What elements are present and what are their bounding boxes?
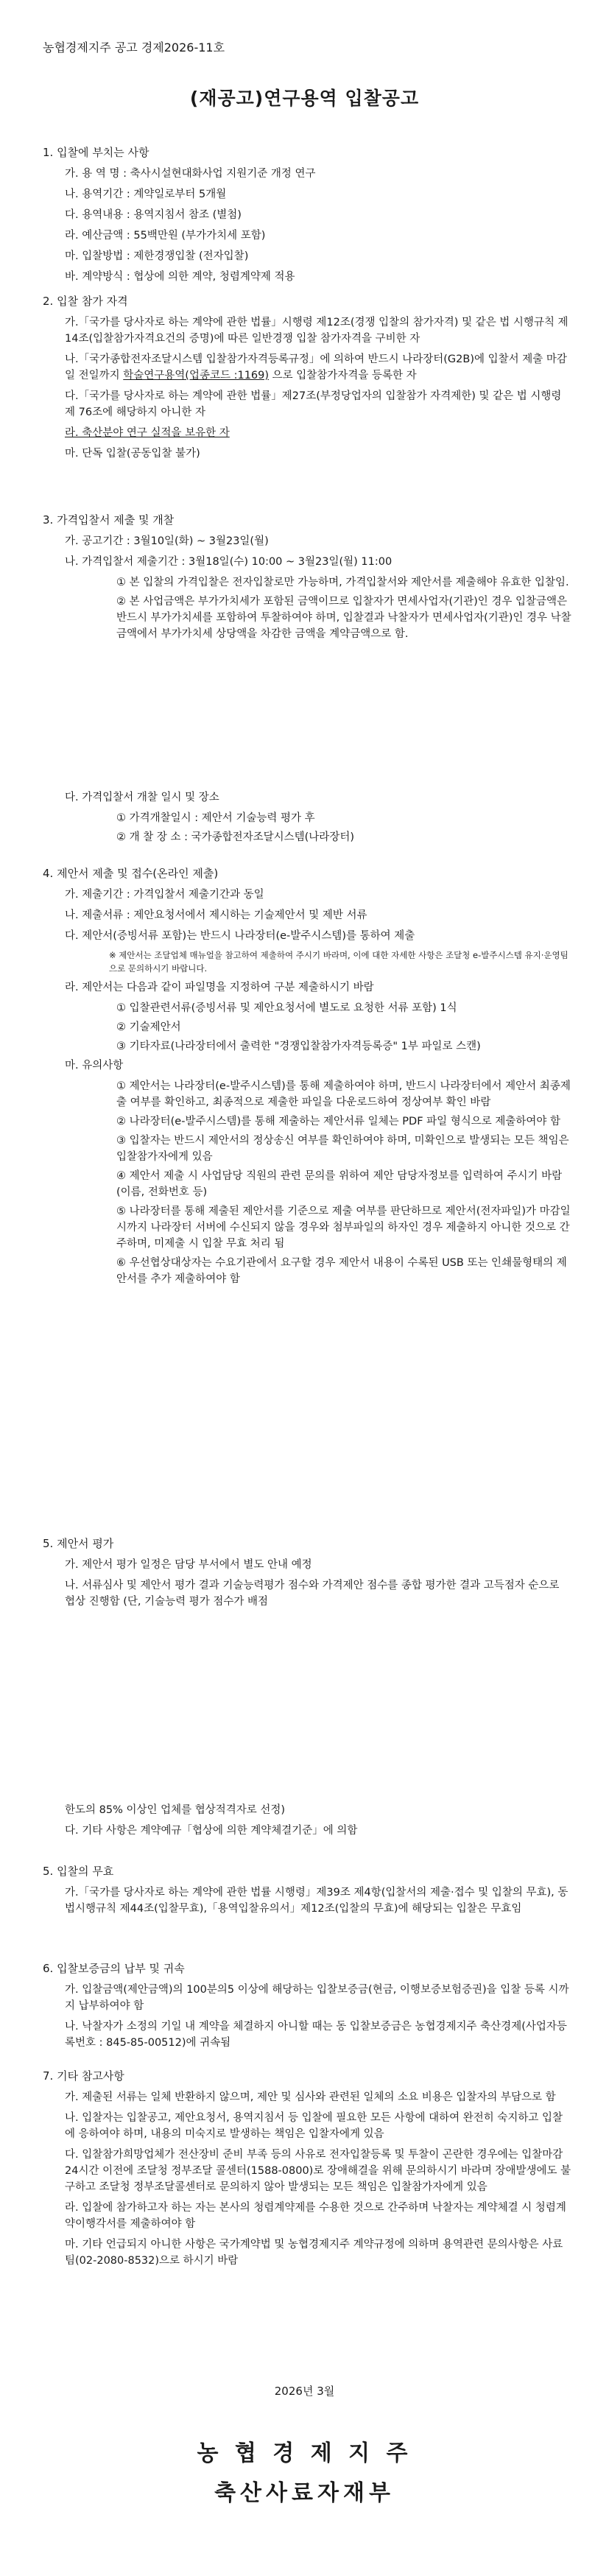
section-proposal-submission [43, 865, 573, 1290]
proposal-item: 나. 제출서류 : 제안요청서에서 제시하는 기술제안서 및 제반 서류 [65, 909, 367, 921]
organization-name: 농 협 경 제 지 주 [197, 2440, 412, 2466]
department-name: 축산사료자재부 [214, 2480, 395, 2506]
caution-item: ② 나라장터(e-발주시스템)를 통해 제출하는 제안서류 일체는 PDF 파일 형식으로 제출하여야 함 [116, 1116, 561, 1127]
proposal-item: 가. 제출기간 : 가격입찰서 제출기간과 동일 [65, 889, 264, 901]
bid-item: 나. 용역기간 : 계약일로부터 5개월 [65, 189, 227, 200]
evaluation-continuation: 한도의 85% 이상인 업체를 협상적격자로 선정) [65, 1804, 286, 1816]
note-item: 나. 입찰자는 입찰공고, 제안요청서, 용역지침서 등 입찰에 필요한 모든 사항에 대하여 완전히 숙지하고 입찰에 응하여야 하며, 내용의 미숙지로 발생하는 책임은 입찰자에게 있음 [65, 2112, 563, 2140]
eligibility-item: 다.「국가를 당사자로 하는 계약에 관한 법률」제27조(부정당업자의 입찰참가 자격제한) 및 같은 법 시행령 제 76조에 해당하지 아니한 자 [65, 390, 562, 418]
section-heading: 6. 입찰보증금의 납부 및 귀속 [43, 1962, 185, 1975]
bid-items-list [43, 166, 573, 285]
opening-datetime: ① 가격개찰일시 : 제안서 기술능력 평가 후 [116, 812, 315, 824]
section-other-notes [43, 2068, 573, 2273]
section-heading: 3. 가격입찰서 제출 및 개찰 [43, 513, 175, 527]
caution-item: ⑥ 우선협상대상자는 수요기관에서 요구할 경우 제안서 내용이 수록된 USB 또는 인쇄물형태의 제안서를 추가 제출하여야 함 [116, 1257, 567, 1285]
section-heading: 4. 제안서 제출 및 접수(온라인 제출) [43, 867, 219, 880]
proposal-item: 라. 제안서는 다음과 같이 파일명을 지정하여 구분 제출하시기 바람 [65, 982, 374, 993]
opening-heading: 다. 가격입찰서 개찰 일시 및 장소 [65, 792, 219, 803]
bid-item: 마. 입찰방법 : 제한경쟁입찰 (전자입찰) [65, 250, 249, 262]
section-bid-bond [43, 1960, 573, 2055]
note-item: 라. 입찰에 참가하고자 하는 자는 본사의 청렴계약제를 수용한 것으로 간주하며 낙찰자는 계약체결 시 청렴계약이행각서를 제출하여야 함 [65, 2202, 566, 2230]
bid-item: 바. 계약방식 : 협상에 의한 계약, 청렴계약제 적용 [65, 271, 295, 283]
eligibility-item: 나.「국가종합전자조달시스템 입찰참가자격등록규정」에 의하여 반드시 나라장터(G2B)에 입찰서 제출 마감일 전일까지 학술연구용역(업종코드 :1169) 으로 입찰참가자격을 등록한 자 [65, 353, 567, 381]
announcement-date: 2026년 3월 [274, 2385, 335, 2398]
submission-period: 나. 가격입찰서 제출기간 : 3월18일(수) 10:00 ~ 3월23일(월) 11:00 [65, 556, 392, 568]
notice-period: 가. 공고기간 : 3월10일(화) ~ 3월23일(월) [65, 535, 269, 547]
section-heading: 5. 제안서 평가 [43, 1537, 114, 1550]
bid-item: 라. 예산금액 : 55백만원 (부가가치세 포함) [65, 230, 266, 242]
note-item: ② 본 사업금액은 부가가치세가 포함된 금액이므로 입찰자가 면세사업자(기관)인 경우 입찰금액은 반드시 부가가치세를 포함하여 투찰하여야 하며, 입찰결과 낙찰자가 면세사업자(기관)인 경우 낙찰금액에서 부가가치세 상당액을 차감한 금액을 계약금액으로 함. [116, 596, 571, 640]
eligibility-item: 라. 축산분야 연구 실적을 보유한 자 [65, 427, 230, 439]
section-eligibility [43, 293, 573, 466]
evaluation-item: 가. 제안서 평가 일정은 담당 부서에서 별도 안내 예정 [65, 1559, 312, 1571]
evaluation-item: 나. 서류심사 및 제안서 평가 결과 기술능력평가 점수와 가격제안 점수를 종합 평가한 결과 고득점자 순으로 협상 진행함 (단, 기술능력 평가 점수가 배점 [65, 1580, 560, 1608]
bid-item: 가. 용 역 명 : 축사시설현대화사업 지원기준 개정 연구 [65, 168, 316, 180]
proposal-item: 다. 제안서(증빙서류 포함)는 반드시 나라장터(e-발주시스템)를 통하여 제출 [65, 930, 415, 942]
eligibility-item: 가.「국가를 당사자로 하는 계약에 관한 법률」시행령 제12조(경쟁 입찰의 참가자격) 및 같은 법 시행규칙 제14조(입찰참가자격요건의 증명)에 따른 일반경쟁 입찰 참가자격을 구비한 자 [65, 317, 568, 345]
section-bid-items [43, 144, 573, 289]
note-item: 가. 제출된 서류는 일체 반환하지 않으며, 제안 및 심사와 관련된 일체의 소요 비용은 입찰자의 부담으로 함 [65, 2091, 556, 2103]
file-item: ② 기술제안서 [116, 1021, 181, 1033]
file-item: ① 입찰관련서류(증빙서류 및 제안요청서에 별도로 요청한 서류 포함) 1식 [116, 1002, 457, 1014]
bid-item: 다. 용역내용 : 용역지침서 참조 (별첨) [65, 209, 242, 221]
caution-item: ③ 입찰자는 반드시 제안서의 정상송신 여부를 확인하여야 하며, 미확인으로 발생되는 모든 책임은 입찰참가자에게 있음 [116, 1135, 569, 1163]
section-heading: 2. 입찰 참가 자격 [43, 295, 128, 308]
section-heading: 5. 입찰의 무효 [43, 1865, 114, 1878]
caution-item: ① 제안서는 나라장터(e-발주시스템)를 통해 제출하여야 하며, 반드시 나라장터에서 제안서 최종제출 여부를 확인하고, 최종적으로 제출한 파일을 다운로드하여 정상여부 확인 바람 [116, 1080, 571, 1108]
manual-note: ※ 제안서는 조달업체 매뉴얼을 참고하여 제출하여 주시기 바라며, 이에 대한 자세한 사항은 조달청 e-발주시스템 유지·운영팀으로 문의하시기 바랍니다. [109, 950, 568, 974]
caution-item: ④ 제안서 제출 시 사업담당 직원의 관련 문의를 위하여 제안 담당자정보를 입력하여 주시기 바람(이름, 전화번호 등) [116, 1170, 563, 1198]
note-item: ① 본 입찰의 가격입찰은 전자입찰로만 가능하며, 가격입찰서와 제안서를 제출해야 유효한 입찰임. [116, 577, 569, 588]
bond-item: 가. 입찰금액(제안금액)의 100분의5 이상에 해당하는 입찰보증금(현금, 이행보증보험증권)을 입찰 등록 시까지 납부하여야 함 [65, 1984, 569, 2012]
bond-item: 나. 낙찰자가 소정의 기일 내 계약을 체결하지 아니할 때는 동 입찰보증금은 농협경제지주 축산경제(사업자등록번호 : 845-85-00512)에 귀속됨 [65, 2021, 567, 2049]
file-item: ③ 기타자료(나라장터에서 출력한 "경쟁입찰참가자격등록증" 1부 파일로 스캔) [116, 1041, 481, 1052]
eligibility-item: 마. 단독 입찰(공동입찰 불가) [65, 448, 200, 460]
section-heading: 1. 입찰에 부치는 사항 [43, 146, 149, 159]
section-heading: 7. 기타 참고사항 [43, 2069, 124, 2083]
note-item: 다. 입찰참가희망업체가 전산장비 준비 부족 등의 사유로 전자입찰등록 및 투찰이 곤란한 경우에는 입찰마감 24시간 이전에 조달청 정부조달 콜센터(1588-0800)로 장애해결을 위해 문의하시기 바라며 장애발생에도 불구하고 조달청 정부조달콜센터로 문의하지 않아 발생되는 모든 책임은 입찰참가자에게 있음 [65, 2149, 571, 2193]
page-title: (재공고)연구용역 입찰공고 [189, 88, 420, 109]
section-evaluation-cont [43, 1802, 573, 1843]
section-price-bid-opening [43, 789, 573, 848]
evaluation-item: 다. 기타 사항은 계약예규「협상에 의한 계약체결기준」에 의함 [65, 1825, 358, 1837]
section-invalid-bids [43, 1863, 573, 1921]
note-item: 마. 기타 언급되지 아니한 사항은 국가계약법 및 농협경제지주 계약규정에 의하며 용역관련 문의사항은 사료팀(02-2080-8532)으로 하시기 바람 [65, 2239, 563, 2267]
caution-heading: 마. 유의사항 [65, 1060, 124, 1071]
notice-number: 농협경제지주 공고 경제2026-11호 [43, 41, 225, 54]
section-evaluation [43, 1535, 573, 1614]
opening-place: ② 개 찰 장 소 : 국가종합전자조달시스템(나라장터) [116, 831, 354, 843]
invalid-item: 가.「국가를 당사자로 하는 계약에 관한 법률 시행령」제39조 제4항(입찰서의 제출·접수 및 입찰의 무효), 동법시행규칙 제44조(입찰무효),「용역입찰유의서」제12조(입찰의 무효)에 해당되는 입찰은 무효임 [65, 1887, 568, 1915]
section-price-bid [43, 512, 573, 645]
caution-item: ⑤ 나라장터를 통해 제출된 제안서를 기준으로 제출 여부를 판단하므로 제안서(전자파일)가 마감일시까지 나라장터 서버에 수신되지 않을 경우와 첨부파일의 하자인 경우 제출하지 아니한 것으로 간주하며, 미제출 시 입찰 무효 처리 됨 [116, 1206, 571, 1250]
